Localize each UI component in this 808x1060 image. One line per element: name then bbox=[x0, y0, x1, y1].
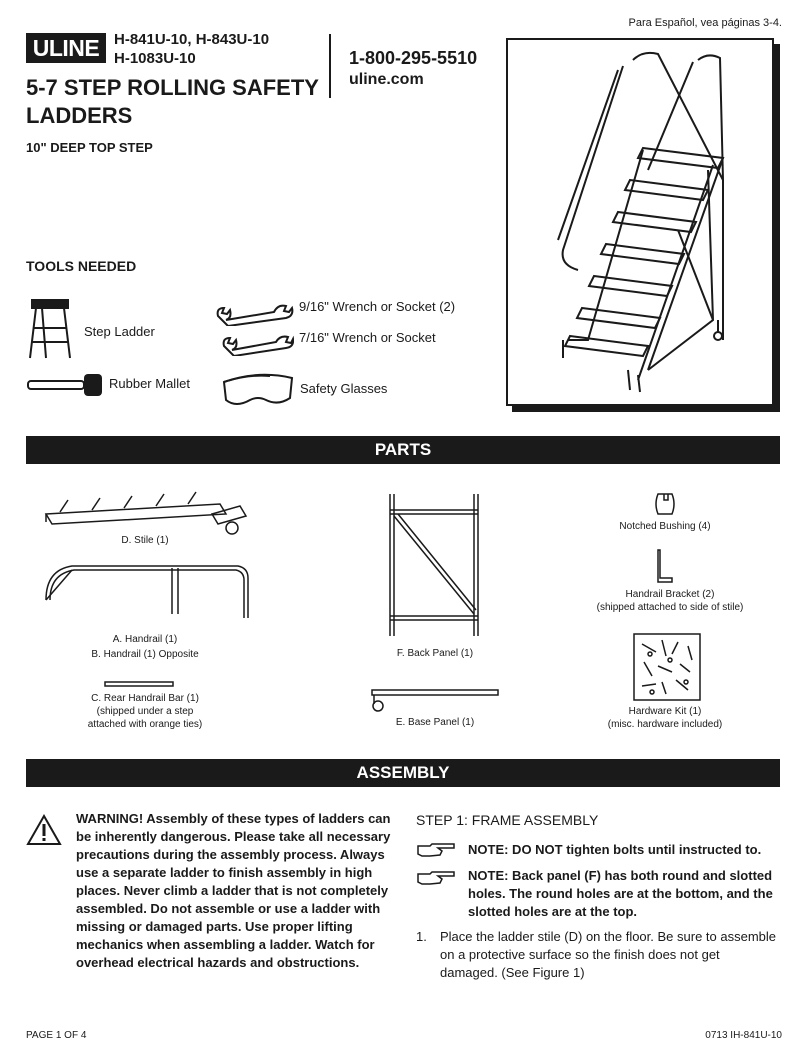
part-rear-bar-note-1: (shipped under a step bbox=[96, 706, 194, 717]
back-panel-drawing bbox=[384, 490, 484, 640]
part-handrail-bracket: Handrail Bracket (2) bbox=[625, 589, 715, 600]
wrench-small-icon bbox=[220, 332, 294, 356]
page-title: 5-7 STEP ROLLING SAFETY LADDERS bbox=[26, 75, 319, 128]
part-bracket-note: (shipped attached to side of stile) bbox=[596, 602, 744, 613]
page-subtitle: 10" DEEP TOP STEP bbox=[26, 140, 153, 155]
tool-safety-glasses: Safety Glasses bbox=[300, 381, 388, 396]
pointing-hand-icon bbox=[416, 842, 456, 860]
hardware-kit-drawing bbox=[632, 632, 702, 702]
tools-heading: TOOLS NEEDED bbox=[26, 258, 137, 274]
notched-bushing-drawing bbox=[652, 490, 678, 518]
part-hardware-note: (misc. hardware included) bbox=[607, 719, 723, 730]
phone-number: 1-800-295-5510 bbox=[349, 48, 478, 68]
models-line-2: H-1083U-10 bbox=[114, 50, 196, 67]
part-back-panel: F. Back Panel (1) bbox=[396, 648, 474, 659]
rubber-mallet-icon bbox=[26, 372, 106, 398]
tool-wrench-7-16: 7/16" Wrench or Socket bbox=[299, 330, 436, 345]
rear-handrail-bar-drawing bbox=[104, 680, 174, 688]
pointing-hand-icon-2 bbox=[416, 870, 456, 888]
header-divider bbox=[329, 34, 331, 98]
rolling-ladder-illustration bbox=[508, 40, 772, 404]
stile-drawing bbox=[40, 486, 252, 538]
uline-logo: ULINE bbox=[26, 33, 106, 63]
step-1-heading: STEP 1: FRAME ASSEMBLY bbox=[416, 812, 599, 828]
ladder-illustration-frame bbox=[506, 38, 774, 406]
step-item-1-number: 1. bbox=[416, 929, 427, 944]
safety-glasses-icon bbox=[218, 368, 296, 412]
base-panel-drawing bbox=[368, 684, 502, 714]
step-item-1-text: Place the ladder stile (D) on the floor. Be sure to assemble on a protective surface so the finish does not get damaged. (See Figure 1) bbox=[440, 929, 777, 980]
wrench-icon bbox=[214, 300, 294, 326]
models-line-1: H-841U-10, H-843U-10 bbox=[114, 31, 270, 48]
step-ladder-icon bbox=[26, 298, 74, 360]
parts-heading: PARTS bbox=[26, 436, 780, 464]
note-tighten-bolts: NOTE: DO NOT tighten bolts until instructed to. bbox=[468, 842, 762, 857]
assembly-warning: WARNING! Assembly of these types of ladders can be inherently dangerous. Please take all necessary precautions during the assembly process. Always use a separate ladder to finish assembly in high places. Never climb a ladder that is not completely assembled. Do not assemble or use a ladder with missing or damaged parts. Use proper lifting mechanics when assembling a ladder. Watch for overhead electrical hazards and obstructions. bbox=[76, 811, 391, 970]
document-code: 0713 IH-841U-10 bbox=[705, 1030, 782, 1041]
note-back-panel-holes: NOTE: Back panel (F) has both round and slotted holes. The round holes are at the bottom, and the slotted holes are at the top. bbox=[468, 868, 773, 919]
website: uline.com bbox=[349, 71, 424, 88]
spanish-note: Para Español, vea páginas 3-4. bbox=[628, 17, 782, 29]
tool-step-ladder: Step Ladder bbox=[84, 324, 155, 339]
part-stile: D. Stile (1) bbox=[121, 535, 169, 546]
assembly-heading: ASSEMBLY bbox=[26, 759, 780, 787]
model-numbers bbox=[114, 30, 269, 68]
part-handrail-a: A. Handrail (1) bbox=[112, 634, 178, 645]
part-hardware-kit: Hardware Kit (1) bbox=[628, 706, 702, 717]
part-rear-handrail-bar: C. Rear Handrail Bar (1) bbox=[91, 693, 199, 704]
handrail-bracket-drawing bbox=[656, 548, 676, 584]
handrail-drawing bbox=[42, 560, 262, 626]
part-handrail-b: B. Handrail (1) Opposite bbox=[91, 649, 199, 660]
warning-triangle-icon bbox=[26, 814, 62, 846]
tool-rubber-mallet: Rubber Mallet bbox=[109, 376, 190, 391]
page-number: PAGE 1 OF 4 bbox=[26, 1030, 87, 1041]
part-notched-bushing: Notched Bushing (4) bbox=[619, 521, 711, 532]
part-rear-bar-note-2: attached with orange ties) bbox=[87, 719, 203, 730]
part-base-panel: E. Base Panel (1) bbox=[395, 717, 475, 728]
tool-wrench-9-16: 9/16" Wrench or Socket (2) bbox=[299, 299, 456, 314]
